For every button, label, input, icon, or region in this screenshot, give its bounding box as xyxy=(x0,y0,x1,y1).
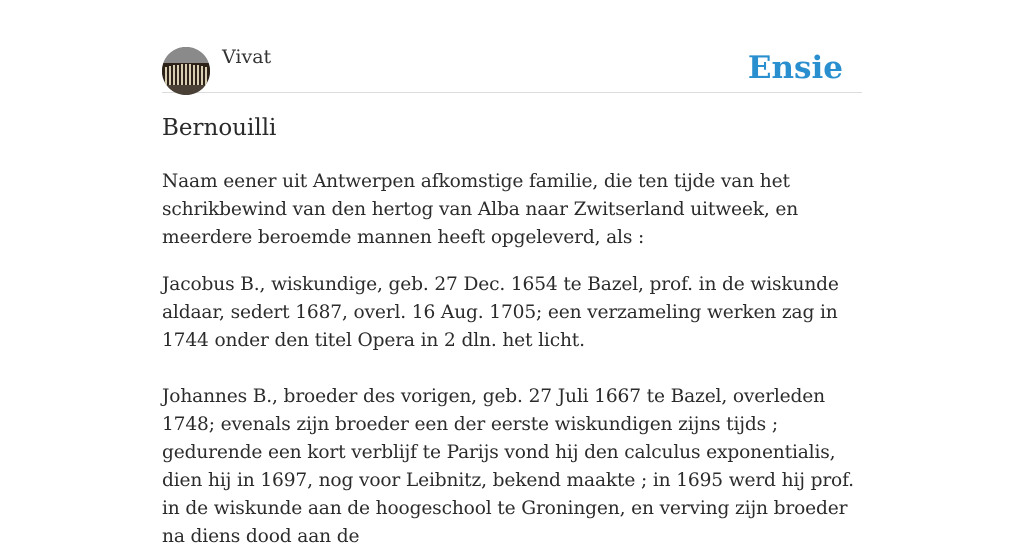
article-title: Bernouilli xyxy=(162,115,277,141)
article-paragraph: Naam eener uit Antwerpen afkomstige familie, die ten tijde van het schrikbewind van den hertog van Alba naar Zwitserland uitweek, en meerdere beroemde mannen heeft opgeleverd, als : xyxy=(162,171,799,248)
article-paragraph: Jacobus B., wiskundige, geb. 27 Dec. 1654 te Bazel, prof. in de wiskunde aldaar, sedert 1687, overl. 16 Aug. 1705; een verzameling werken zag in 1744 onder den titel Opera in 2 dln. het licht. xyxy=(162,274,839,351)
author-name[interactable]: Vivat xyxy=(222,46,272,68)
article-paragraph: Johannes B., broeder des vorigen, geb. 27 Juli 1667 te Bazel, overleden 1748; evenals zijn broeder een der eerste wiskundigen zijns tijds ; gedurende een kort verblijf te Parijs vond hij den calculus exponentialis, dien hij in 1697, nog voor Leibnitz, bekend maakte ; in 1695 werd hij prof. in de wiskunde aan de hoogeschool te Groningen, en verving zijn broeder na diens dood aan de xyxy=(162,386,854,547)
avatar-image xyxy=(162,47,210,95)
article-body xyxy=(162,168,862,551)
brand-logo[interactable]: Ensie xyxy=(747,50,843,86)
header xyxy=(162,0,862,93)
author-avatar[interactable] xyxy=(162,47,210,95)
article-page xyxy=(162,0,862,547)
